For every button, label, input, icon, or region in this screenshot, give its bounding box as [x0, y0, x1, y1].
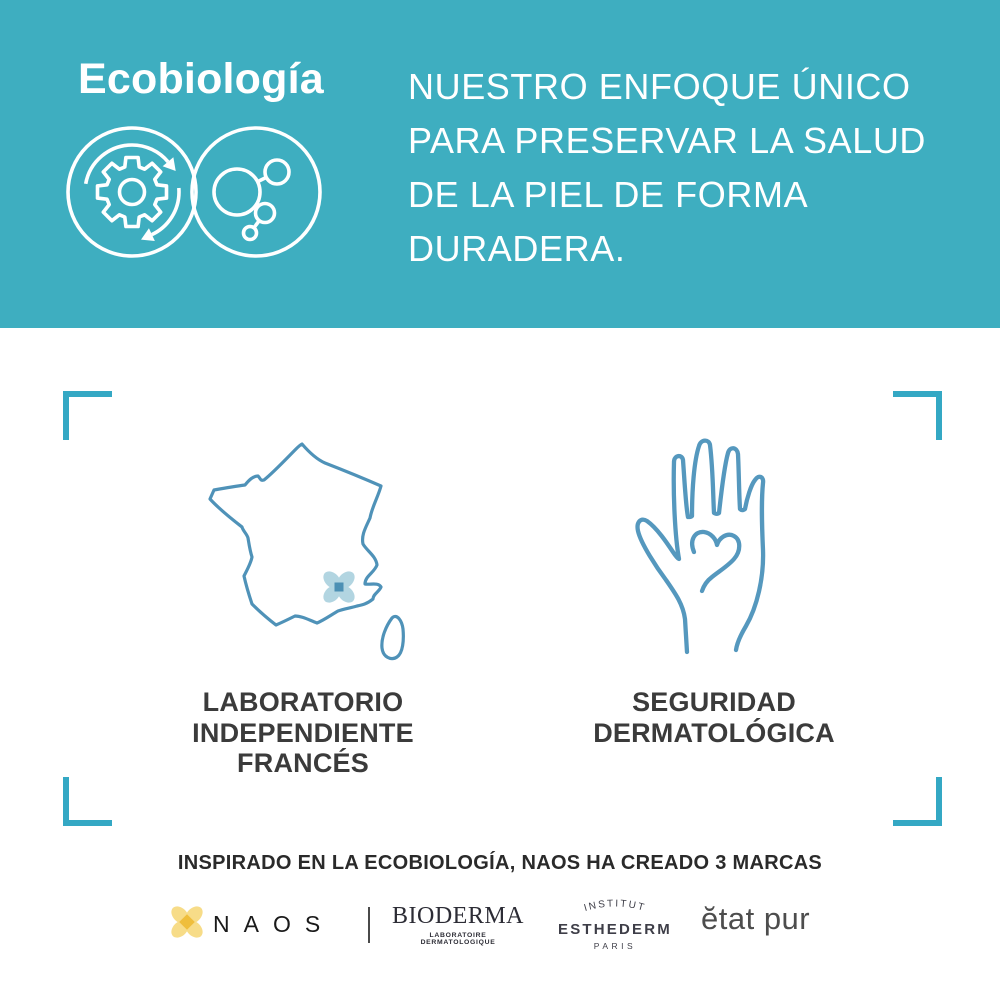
naos-logo: NAOS	[213, 911, 335, 937]
gear-icon	[98, 158, 167, 227]
esthederm-paris: PARIS	[593, 941, 637, 951]
gear-molecule-cycle-icon	[60, 122, 330, 262]
heart-icon	[692, 532, 739, 591]
bioderma-logo	[392, 903, 524, 946]
corner-bracket-top-right	[893, 391, 942, 440]
france-map-icon	[195, 428, 415, 673]
brand-divider	[368, 907, 370, 943]
banner-description	[408, 60, 983, 276]
flower-location-marker	[320, 568, 358, 606]
corner-bracket-bottom-right	[893, 777, 942, 826]
etatpur-logo: ĕtat pur	[701, 901, 811, 936]
feature-label-derm-safety: SEGURIDAD DERMATOLÓGICA	[593, 687, 835, 748]
page-title: Ecobiología	[78, 55, 324, 103]
corner-bracket-top-left	[63, 391, 112, 440]
svg-text:INSTITUT: INSTITUT	[582, 898, 648, 915]
institut-arc-text	[555, 894, 675, 918]
banner-description-line: DE LA PIEL DE FORMA	[408, 174, 809, 215]
footer-headline: INSPIRADO EN LA ECOBIOLOGÍA, NAOS HA CREADO 3 MARCAS	[177, 852, 823, 874]
bioderma-subtitle: LABORATOIRE DERMATOLOGIQUE	[420, 932, 496, 946]
banner-description-line: DURADERA.	[408, 228, 626, 269]
banner-description-line: PARA PRESERVAR LA SALUD	[408, 120, 927, 161]
feature-label-french-lab: LABORATORIO INDEPENDIENTE FRANCÉS	[192, 687, 414, 778]
esthederm-logo	[545, 894, 685, 951]
hand-heart-icon	[628, 433, 778, 663]
esthederm-wordmark: ESTHEDERM	[558, 921, 672, 938]
molecule-icon	[214, 160, 289, 240]
banner-description-line: NUESTRO ENFOQUE ÚNICO	[408, 66, 911, 107]
corner-bracket-bottom-left	[63, 777, 112, 826]
banner	[0, 0, 1000, 328]
bioderma-wordmark: BIODERMA	[392, 903, 525, 929]
naos-flower-icon	[170, 905, 204, 939]
